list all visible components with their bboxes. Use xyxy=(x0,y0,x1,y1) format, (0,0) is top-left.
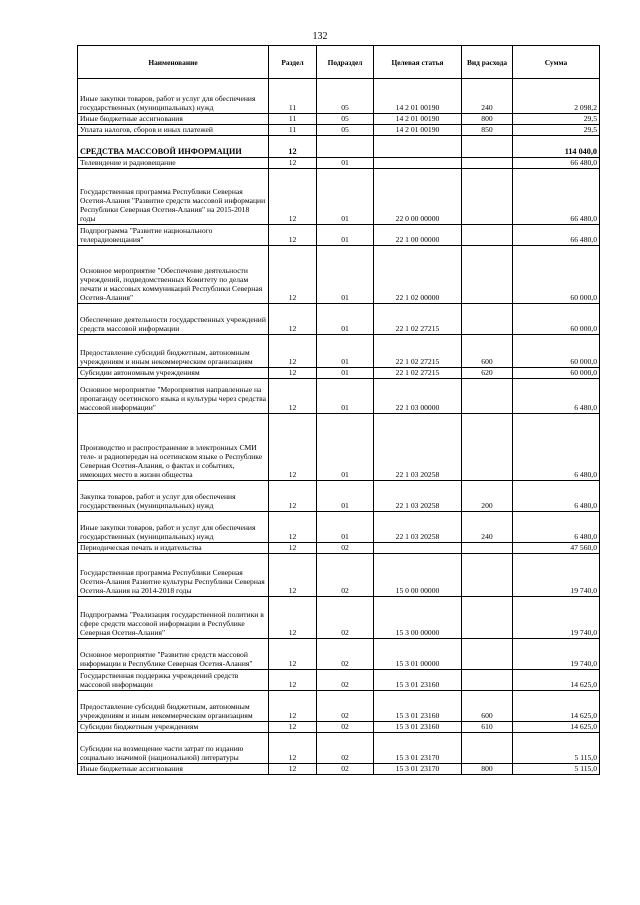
table-row xyxy=(78,125,600,136)
cell-target: 15 3 01 23170 xyxy=(374,764,462,775)
table-row xyxy=(78,169,600,225)
cell-subsection: 02 xyxy=(317,670,374,691)
cell-target: 14 2 01 00190 xyxy=(374,114,462,125)
cell-target: 15 3 01 23160 xyxy=(374,722,462,733)
cell-section: 12 xyxy=(269,764,317,775)
cell-target xyxy=(374,158,462,169)
cell-sum: 19 740,0 xyxy=(513,639,600,670)
table-row xyxy=(78,335,600,368)
cell-name: СРЕДСТВА МАССОВОЙ ИНФОРМАЦИИ xyxy=(78,136,269,158)
cell-sum: 14 625,0 xyxy=(513,722,600,733)
cell-expense-type xyxy=(462,554,513,597)
cell-section: 12 xyxy=(269,481,317,512)
cell-subsection: 02 xyxy=(317,733,374,764)
cell-expense-type: 800 xyxy=(462,114,513,125)
cell-sum: 29,5 xyxy=(513,125,600,136)
cell-subsection: 01 xyxy=(317,335,374,368)
cell-section: 12 xyxy=(269,691,317,722)
table-row xyxy=(78,246,600,304)
cell-section: 12 xyxy=(269,379,317,414)
cell-section: 12 xyxy=(269,246,317,304)
cell-section: 12 xyxy=(269,512,317,543)
cell-subsection: 05 xyxy=(317,114,374,125)
cell-subsection: 02 xyxy=(317,554,374,597)
cell-sum: 19 740,0 xyxy=(513,597,600,639)
table-row xyxy=(78,136,600,158)
cell-subsection: 01 xyxy=(317,158,374,169)
cell-sum: 66 480,0 xyxy=(513,169,600,225)
cell-target xyxy=(374,136,462,158)
cell-target: 14 2 01 00190 xyxy=(374,125,462,136)
table-row xyxy=(78,639,600,670)
cell-target: 22 1 02 27215 xyxy=(374,304,462,335)
cell-subsection: 02 xyxy=(317,639,374,670)
header-subsection: Подраздел xyxy=(317,46,374,79)
cell-sum: 47 560,0 xyxy=(513,543,600,554)
cell-section: 11 xyxy=(269,79,317,114)
cell-section: 12 xyxy=(269,733,317,764)
cell-sum: 2 098,2 xyxy=(513,79,600,114)
cell-target: 15 0 00 00000 xyxy=(374,554,462,597)
cell-expense-type xyxy=(462,246,513,304)
cell-target: 22 1 02 27215 xyxy=(374,335,462,368)
cell-name: Предоставление субсидий бюджетным, автономным учреждениям и иным некоммерческим организациям xyxy=(78,335,269,368)
header-expense-type: Вид расхода xyxy=(462,46,513,79)
cell-name: Производство и распространение в электронных СМИ теле- и радиопередач на осетинском языке о Республике Северная Осетия-Алания, о фактах и событиях, имеющих место в жизни общества xyxy=(78,414,269,481)
table-row xyxy=(78,512,600,543)
cell-sum: 5 115,0 xyxy=(513,733,600,764)
cell-subsection: 01 xyxy=(317,225,374,246)
cell-subsection: 05 xyxy=(317,79,374,114)
cell-expense-type xyxy=(462,670,513,691)
cell-section: 12 xyxy=(269,597,317,639)
cell-expense-type: 800 xyxy=(462,764,513,775)
cell-section: 11 xyxy=(269,125,317,136)
cell-section: 12 xyxy=(269,543,317,554)
table-row xyxy=(78,79,600,114)
cell-subsection: 01 xyxy=(317,414,374,481)
cell-subsection: 02 xyxy=(317,543,374,554)
cell-sum: 66 480,0 xyxy=(513,225,600,246)
table-row xyxy=(78,543,600,554)
page-number: 132 xyxy=(312,31,328,42)
cell-name: Основное мероприятие "Развитие средств массовой информации в Республике Северная Осетия-Алания" xyxy=(78,639,269,670)
cell-target: 14 2 01 00190 xyxy=(374,79,462,114)
cell-sum: 6 480,0 xyxy=(513,414,600,481)
cell-expense-type: 600 xyxy=(462,335,513,368)
budget-table xyxy=(77,45,600,775)
cell-target: 15 3 01 00000 xyxy=(374,639,462,670)
cell-subsection: 02 xyxy=(317,691,374,722)
cell-target: 22 1 00 00000 xyxy=(374,225,462,246)
cell-name: Государственная поддержка учреждений средств массовой информации xyxy=(78,670,269,691)
cell-target: 15 3 01 23160 xyxy=(374,691,462,722)
table-row xyxy=(78,304,600,335)
cell-sum: 114 040,0 xyxy=(513,136,600,158)
cell-sum: 60 000,0 xyxy=(513,246,600,304)
cell-target: 15 3 00 00000 xyxy=(374,597,462,639)
cell-name: Государственная программа Республики Северная Осетия-Алания Развитие культуры Республики Северная Осетия-Алания на 2014-2018 годы xyxy=(78,554,269,597)
cell-target xyxy=(374,543,462,554)
cell-expense-type xyxy=(462,169,513,225)
cell-target: 22 1 03 20258 xyxy=(374,481,462,512)
cell-name: Иные закупки товаров, работ и услуг для обеспечения государственных (муниципальных) нужд xyxy=(78,79,269,114)
cell-subsection: 01 xyxy=(317,481,374,512)
cell-expense-type xyxy=(462,414,513,481)
cell-expense-type xyxy=(462,379,513,414)
cell-section: 12 xyxy=(269,304,317,335)
cell-target: 22 1 03 20258 xyxy=(374,414,462,481)
cell-section: 12 xyxy=(269,335,317,368)
table-row xyxy=(78,114,600,125)
cell-sum: 6 480,0 xyxy=(513,512,600,543)
header-sum: Сумма xyxy=(513,46,600,79)
cell-expense-type xyxy=(462,733,513,764)
cell-name: Телевидение и радиовещание xyxy=(78,158,269,169)
cell-section: 12 xyxy=(269,670,317,691)
table-row xyxy=(78,691,600,722)
cell-subsection: 01 xyxy=(317,512,374,543)
cell-subsection xyxy=(317,136,374,158)
cell-name: Субсидии бюджетным учреждениям xyxy=(78,722,269,733)
table-row xyxy=(78,225,600,246)
cell-sum: 60 000,0 xyxy=(513,304,600,335)
table-row xyxy=(78,722,600,733)
cell-expense-type: 610 xyxy=(462,722,513,733)
table-row xyxy=(78,368,600,379)
cell-section: 12 xyxy=(269,722,317,733)
table-row xyxy=(78,158,600,169)
cell-name: Субсидии на возмещение части затрат по изданию социально значимой (национальной) литературы xyxy=(78,733,269,764)
header-target: Целевая статья xyxy=(374,46,462,79)
cell-name: Основное мероприятие "Мероприятия направленные на пропаганду осетинского языка и культуры через средства массовой информации" xyxy=(78,379,269,414)
cell-section: 12 xyxy=(269,414,317,481)
cell-subsection: 02 xyxy=(317,764,374,775)
cell-expense-type: 620 xyxy=(462,368,513,379)
cell-name: Иные закупки товаров, работ и услуг для обеспечения государственных (муниципальных) нужд xyxy=(78,512,269,543)
cell-sum: 6 480,0 xyxy=(513,379,600,414)
cell-name: Предоставление субсидий бюджетным, автономным учреждениям и иным некоммерческим организациям xyxy=(78,691,269,722)
cell-subsection: 01 xyxy=(317,169,374,225)
table-row xyxy=(78,414,600,481)
cell-name: Периодическая печать и издательства xyxy=(78,543,269,554)
cell-section: 12 xyxy=(269,639,317,670)
cell-section: 12 xyxy=(269,554,317,597)
cell-expense-type xyxy=(462,158,513,169)
cell-name: Государственная программа Республики Северная Осетия-Алания "Развитие средств массовой информации Республики Северная Осетия-Алания" на 2015-2018 годы xyxy=(78,169,269,225)
cell-expense-type xyxy=(462,597,513,639)
cell-subsection: 02 xyxy=(317,722,374,733)
cell-sum: 14 625,0 xyxy=(513,691,600,722)
cell-target: 22 1 02 27215 xyxy=(374,368,462,379)
cell-expense-type: 240 xyxy=(462,512,513,543)
table-row xyxy=(78,670,600,691)
cell-name: Субсидии автономным учреждениям xyxy=(78,368,269,379)
cell-section: 12 xyxy=(269,368,317,379)
cell-section: 12 xyxy=(269,158,317,169)
cell-sum: 19 740,0 xyxy=(513,554,600,597)
cell-sum: 14 625,0 xyxy=(513,670,600,691)
header-name: Наименование xyxy=(78,46,269,79)
cell-subsection: 01 xyxy=(317,379,374,414)
cell-expense-type xyxy=(462,639,513,670)
cell-sum: 6 480,0 xyxy=(513,481,600,512)
cell-target: 15 3 01 23170 xyxy=(374,733,462,764)
cell-name: Подпрограмма "Развитие национального телерадиовещания" xyxy=(78,225,269,246)
table-header-row xyxy=(78,46,600,79)
cell-sum: 29,5 xyxy=(513,114,600,125)
header-section: Раздел xyxy=(269,46,317,79)
table-row xyxy=(78,379,600,414)
cell-section: 12 xyxy=(269,169,317,225)
cell-expense-type: 240 xyxy=(462,79,513,114)
table-row xyxy=(78,733,600,764)
table-row xyxy=(78,554,600,597)
cell-sum: 5 115,0 xyxy=(513,764,600,775)
cell-expense-type xyxy=(462,225,513,246)
cell-name: Иные бюджетные ассигнования xyxy=(78,764,269,775)
cell-target: 22 1 02 00000 xyxy=(374,246,462,304)
cell-name: Обеспечение деятельности государственных учреждений средств массовой информации xyxy=(78,304,269,335)
cell-subsection: 01 xyxy=(317,368,374,379)
cell-section: 11 xyxy=(269,114,317,125)
table-row xyxy=(78,764,600,775)
cell-expense-type: 850 xyxy=(462,125,513,136)
cell-subsection: 02 xyxy=(317,597,374,639)
table-row xyxy=(78,597,600,639)
cell-target: 22 1 03 00000 xyxy=(374,379,462,414)
cell-name: Закупка товаров, работ и услуг для обеспечения государственных (муниципальных) нужд xyxy=(78,481,269,512)
cell-target: 22 0 00 00000 xyxy=(374,169,462,225)
cell-target: 22 1 03 20258 xyxy=(374,512,462,543)
cell-sum: 60 000,0 xyxy=(513,368,600,379)
cell-sum: 60 000,0 xyxy=(513,335,600,368)
cell-name: Иные бюджетные ассигнования xyxy=(78,114,269,125)
cell-name: Подпрограмма "Реализация государственной политики в сфере средств массовой информации в Республике Северная Осетия-Алания" xyxy=(78,597,269,639)
cell-subsection: 01 xyxy=(317,246,374,304)
cell-expense-type: 600 xyxy=(462,691,513,722)
cell-expense-type xyxy=(462,304,513,335)
cell-name: Основное мероприятие "Обеспечение деятельности учреждений, подведомственных Комитету по делам печати и массовых коммуникаций Республики Северная Осетия-Алания" xyxy=(78,246,269,304)
cell-expense-type: 200 xyxy=(462,481,513,512)
cell-target: 15 3 01 23160 xyxy=(374,670,462,691)
cell-section: 12 xyxy=(269,136,317,158)
cell-sum: 66 480,0 xyxy=(513,158,600,169)
table-row xyxy=(78,481,600,512)
cell-subsection: 05 xyxy=(317,125,374,136)
cell-expense-type xyxy=(462,136,513,158)
cell-section: 12 xyxy=(269,225,317,246)
cell-subsection: 01 xyxy=(317,304,374,335)
cell-expense-type xyxy=(462,543,513,554)
cell-name: Уплата налогов, сборов и иных платежей xyxy=(78,125,269,136)
